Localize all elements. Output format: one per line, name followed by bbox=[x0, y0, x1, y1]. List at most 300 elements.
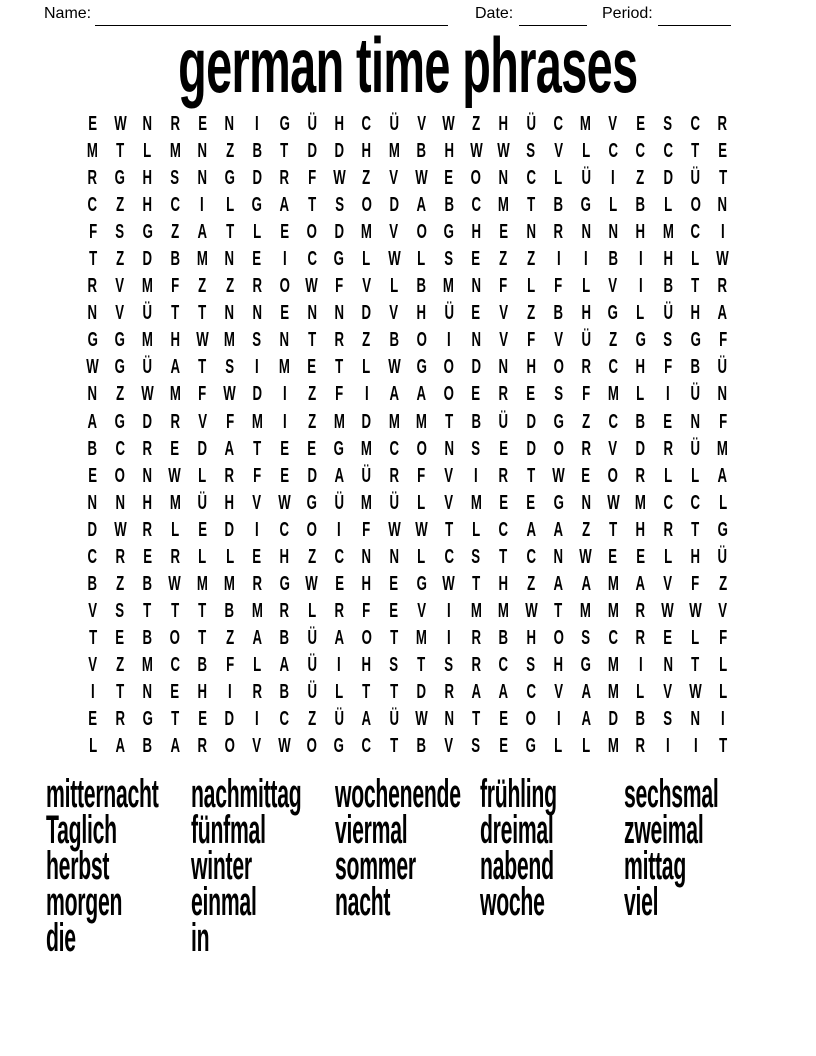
grid-letter: A bbox=[334, 464, 344, 487]
grid-letter: D bbox=[224, 708, 235, 731]
grid-letter: Z bbox=[170, 221, 179, 244]
grid-cell bbox=[517, 436, 544, 463]
grid-cell bbox=[271, 517, 298, 544]
grid-letter: W bbox=[689, 599, 702, 622]
grid-letter: S bbox=[389, 653, 399, 676]
grid-cell bbox=[627, 517, 654, 544]
grid-letter: I bbox=[474, 464, 478, 487]
grid-letter: L bbox=[526, 275, 535, 298]
grid-cell bbox=[654, 517, 681, 544]
grid-cell bbox=[408, 733, 435, 760]
grid-cell bbox=[161, 490, 188, 517]
grid-letter: B bbox=[389, 329, 399, 352]
grid-letter: L bbox=[554, 735, 563, 758]
grid-cell bbox=[271, 625, 298, 652]
grid-letter: L bbox=[252, 653, 262, 676]
grid-letter: R bbox=[279, 599, 290, 622]
grid-cell bbox=[134, 436, 161, 463]
grid-letter: A bbox=[580, 572, 591, 595]
grid-letter: E bbox=[499, 221, 508, 244]
grid-letter: E bbox=[170, 437, 180, 460]
grid-letter: V bbox=[608, 113, 618, 135]
grid-cell bbox=[216, 679, 243, 706]
grid-letter: M bbox=[224, 572, 236, 595]
grid-letter: D bbox=[307, 464, 317, 487]
grid-letter: F bbox=[718, 329, 727, 352]
grid-letter: H bbox=[361, 140, 372, 163]
grid-letter: R bbox=[717, 275, 728, 298]
grid-letter: Ü bbox=[334, 491, 344, 514]
grid-cell bbox=[462, 273, 489, 300]
word-list-item-text: nachmittag bbox=[191, 772, 302, 816]
grid-letter: S bbox=[663, 708, 673, 731]
grid-letter: Z bbox=[307, 383, 316, 406]
grid-letter: R bbox=[87, 167, 98, 190]
grid-letter: T bbox=[526, 464, 535, 487]
grid-letter: L bbox=[663, 545, 672, 568]
grid-letter: T bbox=[170, 302, 179, 325]
grid-cell bbox=[627, 598, 654, 625]
grid-cell bbox=[326, 219, 353, 246]
grid-letter: T bbox=[88, 626, 97, 649]
grid-cell bbox=[189, 300, 216, 327]
grid-cell bbox=[599, 652, 626, 679]
grid-letter: B bbox=[252, 140, 262, 163]
grid-cell bbox=[326, 381, 353, 408]
grid-letter: H bbox=[142, 491, 153, 514]
grid-cell bbox=[709, 733, 736, 760]
grid-cell bbox=[189, 598, 216, 625]
grid-cell bbox=[216, 706, 243, 733]
grid-cell bbox=[572, 517, 599, 544]
grid-cell bbox=[599, 327, 626, 354]
grid-cell bbox=[682, 463, 709, 490]
grid-cell bbox=[435, 625, 462, 652]
grid-cell bbox=[380, 273, 407, 300]
grid-cell bbox=[572, 219, 599, 246]
grid-letter: Z bbox=[718, 572, 727, 595]
grid-cell bbox=[380, 219, 407, 246]
grid-cell bbox=[298, 598, 325, 625]
grid-cell bbox=[572, 598, 599, 625]
grid-letter: Z bbox=[198, 275, 207, 298]
grid-cell bbox=[271, 436, 298, 463]
word-list-item bbox=[624, 808, 784, 852]
grid-letter: R bbox=[580, 356, 591, 379]
grid-letter: I bbox=[638, 653, 643, 676]
grid-letter: N bbox=[690, 410, 701, 433]
grid-letter: E bbox=[499, 491, 508, 514]
grid-letter: N bbox=[224, 302, 235, 325]
grid-cell bbox=[353, 354, 380, 381]
grid-letter: I bbox=[255, 113, 259, 135]
word-list-item-text: sechsmal bbox=[624, 772, 719, 816]
grid-cell bbox=[79, 544, 106, 571]
grid-cell bbox=[517, 490, 544, 517]
grid-cell bbox=[353, 246, 380, 273]
grid-cell bbox=[682, 381, 709, 408]
grid-letter: G bbox=[142, 708, 153, 731]
grid-letter: R bbox=[663, 437, 673, 460]
grid-letter: C bbox=[553, 113, 564, 135]
grid-cell bbox=[490, 598, 517, 625]
grid-letter: H bbox=[416, 302, 427, 325]
grid-letter: Z bbox=[307, 410, 316, 433]
grid-cell bbox=[326, 327, 353, 354]
grid-letter: L bbox=[252, 221, 262, 244]
grid-letter: E bbox=[471, 302, 481, 325]
grid-letter: Ü bbox=[361, 464, 372, 487]
grid-cell bbox=[462, 490, 489, 517]
grid-letter: S bbox=[444, 653, 454, 676]
grid-cell bbox=[216, 652, 243, 679]
grid-letter: B bbox=[87, 572, 98, 595]
grid-cell bbox=[189, 463, 216, 490]
grid-letter: H bbox=[635, 221, 646, 244]
grid-letter: L bbox=[663, 464, 672, 487]
grid-letter: W bbox=[223, 383, 236, 406]
grid-cell bbox=[134, 246, 161, 273]
grid-cell bbox=[161, 381, 188, 408]
grid-letter: T bbox=[691, 518, 700, 541]
grid-letter: B bbox=[608, 248, 618, 271]
grid-cell bbox=[134, 354, 161, 381]
grid-letter: B bbox=[553, 302, 564, 325]
grid-letter: A bbox=[197, 221, 208, 244]
grid-cell bbox=[627, 246, 654, 273]
grid-letter: Ü bbox=[444, 302, 454, 325]
grid-letter: E bbox=[499, 735, 508, 758]
grid-cell bbox=[134, 300, 161, 327]
grid-letter: T bbox=[526, 194, 535, 217]
grid-letter: M bbox=[635, 491, 647, 514]
word-list-item-text: winter bbox=[191, 844, 252, 888]
grid-cell bbox=[545, 598, 572, 625]
grid-cell bbox=[79, 652, 106, 679]
page-title bbox=[0, 21, 816, 109]
grid-letter: O bbox=[416, 329, 427, 352]
grid-cell bbox=[79, 300, 106, 327]
word-list-item bbox=[624, 844, 784, 888]
grid-letter: T bbox=[88, 248, 97, 271]
grid-cell bbox=[462, 652, 489, 679]
grid-cell bbox=[654, 273, 681, 300]
grid-cell bbox=[134, 219, 161, 246]
grid-letter: M bbox=[607, 383, 619, 406]
grid-cell bbox=[490, 544, 517, 571]
grid-cell bbox=[326, 111, 353, 138]
grid-letter: E bbox=[718, 140, 728, 163]
grid-cell bbox=[654, 436, 681, 463]
grid-letter: A bbox=[553, 518, 564, 541]
grid-letter: A bbox=[498, 680, 509, 703]
grid-letter: E bbox=[636, 113, 645, 135]
grid-letter: W bbox=[524, 599, 538, 622]
grid-cell bbox=[627, 436, 654, 463]
grid-letter: E bbox=[307, 437, 317, 460]
grid-letter: L bbox=[581, 275, 590, 298]
grid-letter: S bbox=[471, 545, 481, 568]
word-list-item-text: einmal bbox=[191, 880, 257, 924]
grid-cell bbox=[435, 571, 462, 598]
grid-letter: D bbox=[252, 383, 262, 406]
grid-letter: L bbox=[417, 545, 426, 568]
grid-cell bbox=[271, 219, 298, 246]
grid-letter: A bbox=[279, 194, 290, 217]
grid-cell bbox=[435, 219, 462, 246]
grid-letter: T bbox=[252, 437, 262, 460]
grid-letter: R bbox=[197, 735, 208, 758]
grid-letter: Z bbox=[362, 329, 371, 352]
word-search-grid bbox=[79, 111, 736, 760]
grid-cell bbox=[682, 327, 709, 354]
grid-cell bbox=[435, 436, 462, 463]
grid-letter: I bbox=[666, 383, 670, 406]
grid-letter: W bbox=[278, 491, 291, 514]
grid-letter: R bbox=[580, 437, 591, 460]
grid-letter: W bbox=[305, 572, 319, 595]
grid-letter: H bbox=[334, 113, 344, 135]
grid-cell bbox=[79, 246, 106, 273]
grid-letter: E bbox=[663, 626, 673, 649]
grid-letter: M bbox=[415, 626, 427, 649]
grid-cell bbox=[380, 138, 407, 165]
grid-cell bbox=[627, 706, 654, 733]
grid-letter: D bbox=[635, 437, 646, 460]
grid-cell bbox=[161, 165, 188, 192]
grid-cell bbox=[654, 381, 681, 408]
grid-cell bbox=[271, 381, 298, 408]
grid-letter: N bbox=[142, 113, 153, 135]
grid-letter: C bbox=[279, 708, 290, 731]
grid-letter: N bbox=[663, 653, 673, 676]
grid-letter: T bbox=[472, 572, 481, 595]
grid-letter: G bbox=[334, 437, 345, 460]
grid-cell bbox=[654, 138, 681, 165]
grid-letter: T bbox=[143, 599, 152, 622]
grid-cell bbox=[243, 490, 270, 517]
grid-cell bbox=[380, 246, 407, 273]
grid-letter: N bbox=[361, 545, 372, 568]
grid-letter: Z bbox=[116, 248, 125, 271]
grid-cell bbox=[271, 300, 298, 327]
grid-letter: A bbox=[416, 383, 427, 406]
grid-letter: H bbox=[663, 248, 673, 271]
word-list-item bbox=[191, 772, 335, 816]
grid-letter: M bbox=[717, 437, 729, 460]
word-list-item bbox=[480, 808, 624, 852]
grid-letter: V bbox=[389, 302, 399, 325]
grid-cell bbox=[106, 733, 133, 760]
grid-letter: N bbox=[471, 329, 481, 352]
grid-letter: I bbox=[282, 410, 287, 433]
grid-letter: Ü bbox=[580, 329, 591, 352]
grid-cell bbox=[682, 354, 709, 381]
grid-cell bbox=[298, 381, 325, 408]
grid-letter: R bbox=[170, 113, 180, 135]
grid-cell bbox=[161, 625, 188, 652]
grid-cell bbox=[462, 219, 489, 246]
grid-cell bbox=[134, 463, 161, 490]
grid-letter: A bbox=[471, 680, 481, 703]
word-list-item bbox=[480, 844, 624, 888]
grid-cell bbox=[572, 463, 599, 490]
grid-cell bbox=[490, 706, 517, 733]
grid-letter: T bbox=[691, 275, 700, 298]
grid-letter: B bbox=[553, 194, 564, 217]
grid-letter: Ü bbox=[197, 491, 208, 514]
grid-letter: G bbox=[635, 329, 646, 352]
grid-cell bbox=[243, 273, 270, 300]
grid-letter: L bbox=[691, 248, 700, 271]
grid-letter: N bbox=[444, 708, 454, 731]
grid-letter: L bbox=[198, 464, 207, 487]
grid-letter: H bbox=[361, 653, 372, 676]
grid-cell bbox=[380, 652, 407, 679]
grid-letter: G bbox=[690, 329, 701, 352]
grid-cell bbox=[435, 354, 462, 381]
grid-cell bbox=[243, 733, 270, 760]
grid-letter: L bbox=[472, 518, 481, 541]
grid-letter: G bbox=[306, 491, 317, 514]
grid-cell bbox=[380, 300, 407, 327]
grid-cell bbox=[353, 273, 380, 300]
grid-letter: E bbox=[526, 491, 536, 514]
grid-letter: S bbox=[526, 140, 536, 163]
grid-letter: N bbox=[334, 302, 344, 325]
grid-letter: D bbox=[361, 302, 372, 325]
grid-cell bbox=[517, 733, 544, 760]
grid-letter: M bbox=[196, 572, 208, 595]
grid-letter: I bbox=[282, 383, 287, 406]
grid-letter: N bbox=[608, 221, 618, 244]
grid-letter: S bbox=[252, 329, 262, 352]
grid-letter: E bbox=[389, 599, 399, 622]
grid-cell bbox=[627, 300, 654, 327]
grid-letter: M bbox=[607, 680, 619, 703]
grid-cell bbox=[189, 111, 216, 138]
grid-letter: C bbox=[690, 491, 701, 514]
grid-letter: E bbox=[280, 302, 289, 325]
grid-letter: N bbox=[498, 356, 509, 379]
grid-letter: Ü bbox=[580, 167, 591, 190]
grid-cell bbox=[326, 733, 353, 760]
name-label: Name: bbox=[44, 5, 92, 22]
grid-letter: C bbox=[170, 194, 180, 217]
grid-cell bbox=[79, 436, 106, 463]
grid-cell bbox=[408, 679, 435, 706]
grid-letter: M bbox=[361, 221, 373, 244]
grid-letter: T bbox=[335, 356, 344, 379]
grid-letter: O bbox=[416, 221, 427, 244]
grid-cell bbox=[161, 436, 188, 463]
grid-cell bbox=[380, 165, 407, 192]
grid-cell bbox=[545, 273, 572, 300]
grid-cell bbox=[435, 246, 462, 273]
grid-letter: D bbox=[361, 410, 372, 433]
grid-letter: T bbox=[170, 708, 179, 731]
grid-letter: T bbox=[389, 626, 399, 649]
grid-cell bbox=[709, 409, 736, 436]
word-list-item-text: morgen bbox=[46, 880, 123, 924]
grid-letter: I bbox=[638, 248, 643, 271]
grid-letter: D bbox=[389, 194, 399, 217]
grid-letter: Z bbox=[225, 140, 234, 163]
grid-cell bbox=[545, 300, 572, 327]
grid-cell bbox=[298, 625, 325, 652]
grid-cell bbox=[517, 409, 544, 436]
grid-cell bbox=[517, 598, 544, 625]
grid-letter: H bbox=[526, 356, 536, 379]
grid-cell bbox=[216, 165, 243, 192]
grid-cell bbox=[106, 300, 133, 327]
grid-cell bbox=[709, 625, 736, 652]
grid-letter: N bbox=[87, 302, 98, 325]
grid-letter: W bbox=[196, 329, 209, 352]
grid-cell bbox=[599, 706, 626, 733]
grid-cell bbox=[326, 273, 353, 300]
grid-cell bbox=[627, 354, 654, 381]
grid-letter: B bbox=[87, 437, 98, 460]
grid-letter: H bbox=[498, 113, 509, 135]
grid-letter: B bbox=[224, 599, 235, 622]
grid-cell bbox=[709, 300, 736, 327]
grid-cell bbox=[709, 138, 736, 165]
grid-cell bbox=[490, 679, 517, 706]
grid-letter: V bbox=[663, 680, 673, 703]
grid-cell bbox=[545, 246, 572, 273]
grid-cell bbox=[462, 706, 489, 733]
grid-cell bbox=[161, 246, 188, 273]
grid-cell bbox=[243, 598, 270, 625]
grid-cell bbox=[408, 246, 435, 273]
grid-letter: R bbox=[471, 626, 481, 649]
grid-cell bbox=[682, 517, 709, 544]
grid-cell bbox=[298, 219, 325, 246]
grid-cell bbox=[654, 409, 681, 436]
grid-cell bbox=[572, 706, 599, 733]
grid-letter: Ü bbox=[498, 410, 509, 433]
grid-cell bbox=[353, 165, 380, 192]
grid-cell bbox=[380, 409, 407, 436]
grid-letter: L bbox=[636, 302, 645, 325]
grid-cell bbox=[298, 706, 325, 733]
grid-letter: L bbox=[718, 680, 727, 703]
grid-letter: W bbox=[168, 572, 182, 595]
grid-cell bbox=[408, 463, 435, 490]
grid-letter: W bbox=[86, 356, 99, 379]
grid-letter: C bbox=[498, 653, 509, 676]
grid-letter: I bbox=[446, 329, 451, 352]
grid-cell bbox=[408, 327, 435, 354]
grid-cell bbox=[654, 571, 681, 598]
grid-cell bbox=[106, 625, 133, 652]
word-list-item bbox=[191, 880, 335, 924]
grid-letter: A bbox=[252, 626, 262, 649]
grid-cell bbox=[79, 517, 106, 544]
grid-cell bbox=[599, 192, 626, 219]
grid-letter: E bbox=[88, 464, 98, 487]
grid-letter: F bbox=[417, 464, 426, 487]
grid-cell bbox=[380, 463, 407, 490]
grid-cell bbox=[408, 598, 435, 625]
grid-cell bbox=[627, 652, 654, 679]
grid-letter: D bbox=[526, 410, 536, 433]
grid-cell bbox=[709, 490, 736, 517]
grid-letter: M bbox=[607, 599, 619, 622]
grid-cell bbox=[243, 679, 270, 706]
grid-cell bbox=[654, 192, 681, 219]
